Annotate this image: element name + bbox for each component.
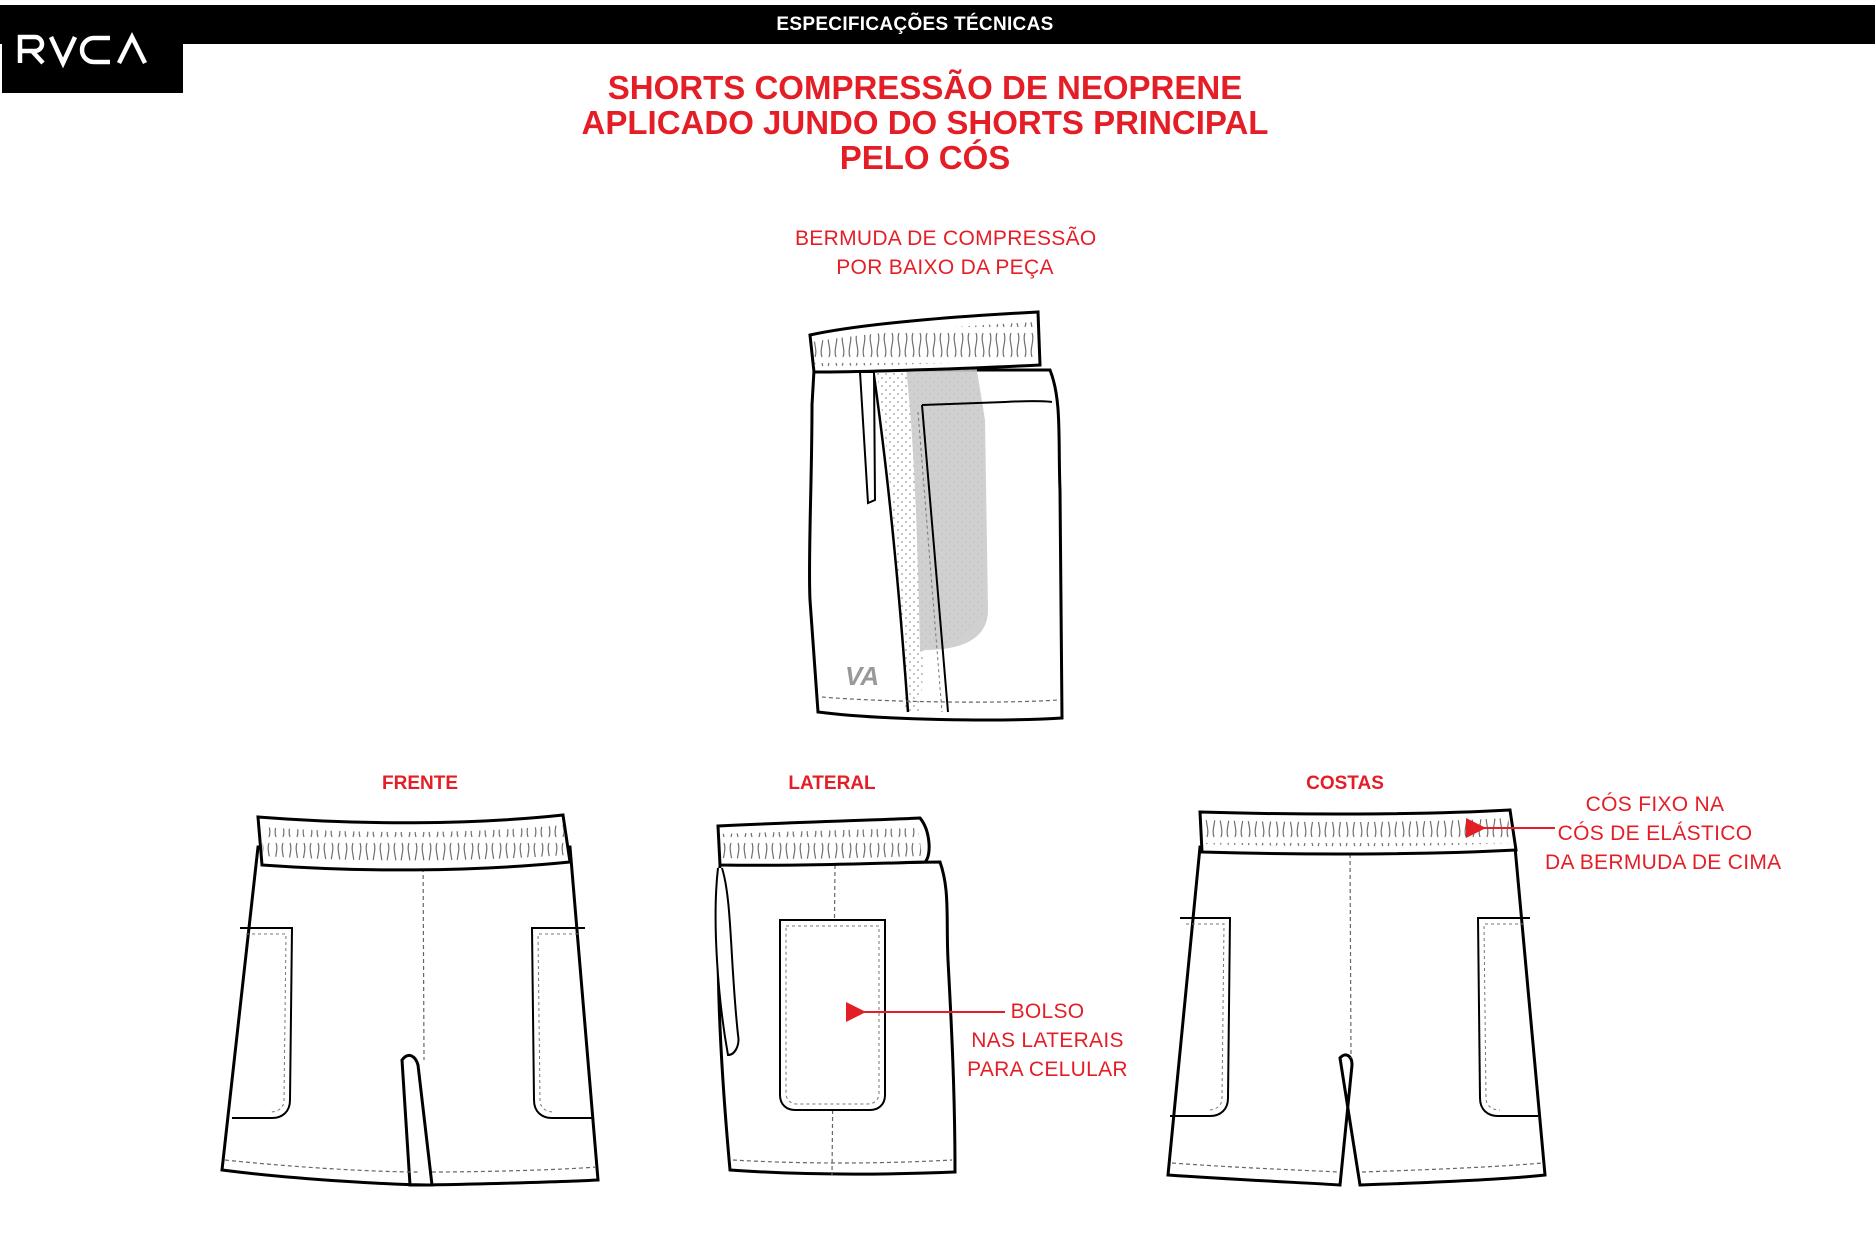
shorts-back-view [1168,810,1545,1185]
product-title-line-2: APLICADO JUNDO DO SHORTS PRINCIPAL [581,104,1269,141]
view-label-back: COSTAS [1306,773,1384,794]
pocket-note-line-3: PARA CELULAR [967,1058,1128,1081]
waist-note-line-3: DA BERMUDA DE CIMA [1545,851,1782,874]
waist-note-line-2: CÓS DE ELÁSTICO [1557,822,1753,845]
va-logo-icon: VA [845,661,880,691]
header-title: ESPECIFICAÇÕES TÉCNICAS [776,14,1054,35]
product-title-line-1: SHORTS COMPRESSÃO DE NEOPRENE [607,69,1243,106]
view-label-side: LATERAL [788,773,876,794]
compression-shorts-side-view [809,312,1062,720]
shorts-front-view [222,815,598,1186]
shorts-side-view [716,818,955,1175]
waist-note-line-1: CÓS FIXO NA [1585,793,1725,816]
compression-note-line-2: POR BAIXO DA PEÇA [836,256,1054,279]
pocket-note-line-2: NAS LATERAIS [971,1029,1124,1052]
view-label-front: FRENTE [382,773,458,794]
compression-note-line-1: BERMUDA DE COMPRESSÃO [795,227,1097,250]
product-title-line-3: PELO CÓS [839,139,1011,176]
pocket-note-line-1: BOLSO [1010,1000,1085,1023]
